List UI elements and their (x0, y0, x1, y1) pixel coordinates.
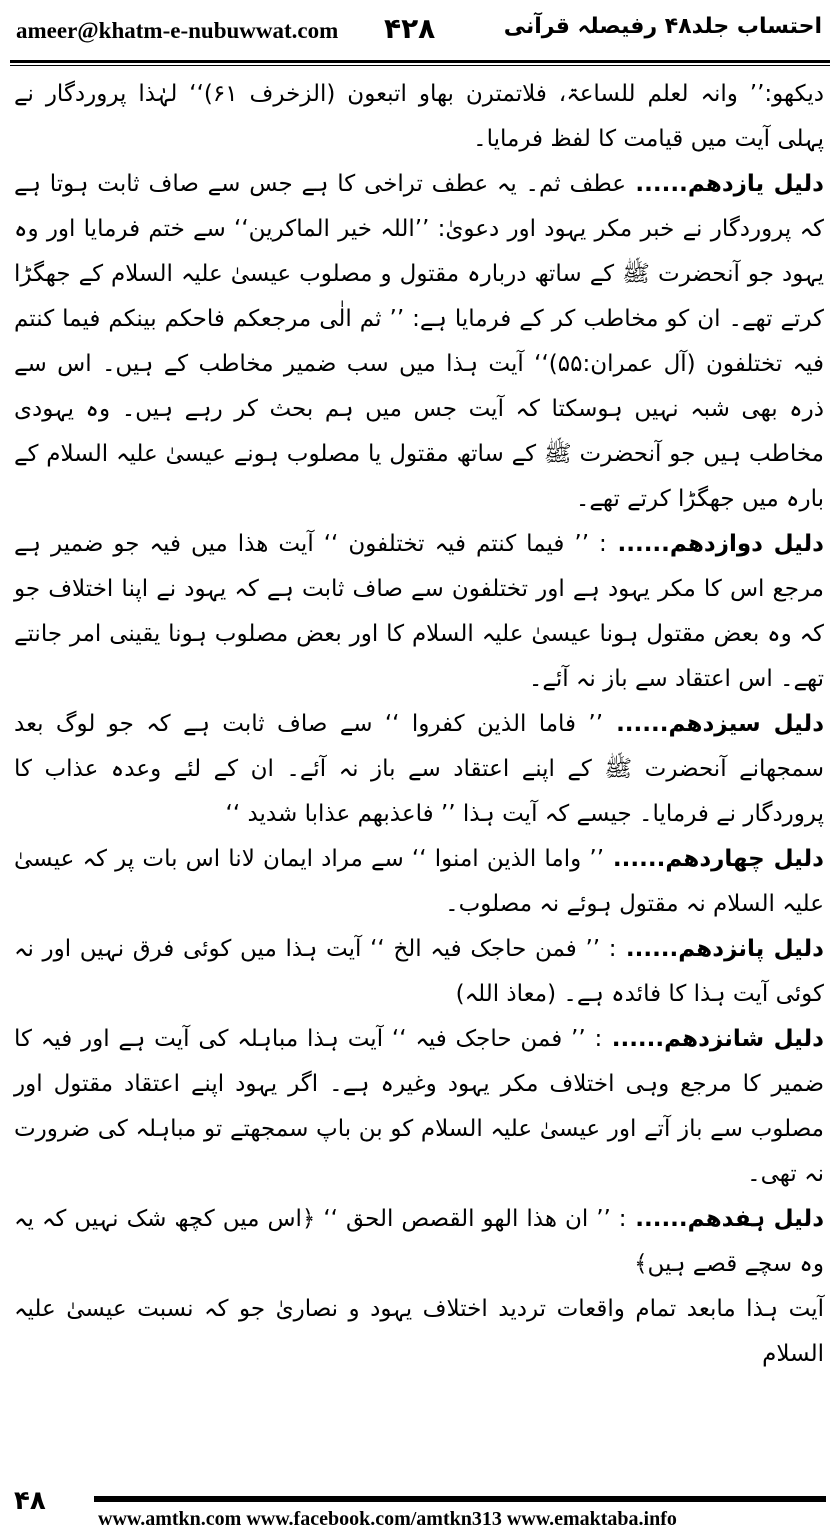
paragraph-text: دیکھو:’’ وانہ لعلم للساعۃ، فلاتمترن بھاو اتبعون (الزخرف ۶۱)‘‘ لہٰذا پروردگار نے پہلی آیت میں قیامت کا لفظ فرمایا۔ (14, 81, 825, 152)
footer-urls: www.amtkn.com www.facebook.com/amtkn313 www.emaktaba.info (98, 1508, 677, 1530)
header-rule-thin (10, 65, 830, 66)
page-footer (0, 1486, 840, 1540)
paragraph-text: آیت ہذا مابعد تمام واقعات تردید اختلاف یہود و نصاریٰ جو کہ نسبت عیسیٰ علیہ السلام (14, 1296, 824, 1367)
paragraph-label: دلیل چھاردھم...... (604, 846, 824, 872)
header-email: ameer@khatm-e-nubuwwat.com (16, 18, 339, 43)
paragraph-text: : ’’ فمن حاجک فیہ ‘‘ آیت ہذا مباہلہ کی آیت ہے اور فیہ کا ضمیر کا مرجع وہی اختلاف مکر یہود وغیرہ ہے۔ اگر یہود اپنے اعتقاد مقتول اور مصلوب سے باز آتے اور عیسیٰ علیہ السلام کو بن باپ سمجھتے تو مباہلہ کی ضرورت نہ تھی۔ (14, 1026, 824, 1187)
paragraph-label: دلیل دوازدھم...... (606, 531, 824, 557)
header-book-title: احتساب جلد۴۸ رفیصلہ قرآنی (503, 14, 822, 39)
paragraph-text: ’’ فاما الذین کفروا ‘‘ سے صاف ثابت ہے کہ جو لوگ بعد سمجھانے آنحضرت ﷺ کے اپنے اعتقاد سے باز نہ آئے۔ ان کے لئے وعدہ عذاب کا پروردگار نے فرمایا۔ جیسے کہ آیت ہذا ’’ فاعذبھم عذابا شدید ‘‘ (14, 711, 824, 827)
paragraph-8 (14, 1197, 824, 1287)
page-body (14, 72, 824, 1472)
paragraph-label: دلیل سیزدھم...... (603, 711, 824, 737)
paragraph-7 (14, 1017, 824, 1197)
paragraph-text: عطف ثم۔ یہ عطف تراخی کا ہے جس سے صاف ثابت ہوتا ہے کہ پروردگار نے خبر مکر یہود اور دعویٰ: ’’اللہ خیر الماکرین‘‘ سے ختم فرمایا اور وہ یہود جو آنحضرت ﷺ کے ساتھ دربارہ مقتول و مصلوب عیسیٰ علیہ السلام کے جھگڑا کرتے تھے۔ ان کو مخاطب کر کے فرمایا ہے: ’’ ثم الٰی مرجعکم فاحکم بینکم فیما کنتم فیہ تختلفون (آل عمران:۵۵)‘‘ آیت ہذا میں سب ضمیر مخاطب کے ہیں۔ اس سے ذرہ بھی شبہ نہیں ہوسکتا کہ آیت جس میں ہم بحث کر رہے ہیں۔ وہ یہودی مخاطب ہیں جو آنحضرت ﷺ کے ساتھ مقتول یا مصلوب ہونے عیسیٰ علیہ السلام کے بارہ میں جھگڑا کرتے تھے۔ (14, 171, 824, 512)
paragraph-label: دلیل شانزدھم...... (602, 1026, 824, 1052)
paragraph-label: دلیل ہفدھم...... (626, 1206, 824, 1232)
paragraph-text: : ’’ ان ھذا الھو القصص الحق ‘‘ ﴿اس میں کچھ شک نہیں کہ یہ وہ سچے قصے ہیں﴾ (14, 1206, 824, 1277)
header-rule (10, 60, 830, 63)
paragraph-2 (14, 162, 824, 522)
paragraph-text: ’’ واما الذین امنوا ‘‘ سے مراد ایمان لانا اس بات پر کہ عیسیٰ علیہ السلام نہ مقتول ہوئے نہ مصلوب۔ (14, 846, 824, 917)
paragraph-9 (14, 1287, 824, 1377)
paragraph-1 (14, 72, 824, 162)
paragraph-label: دلیل پانزدھم...... (616, 936, 824, 962)
paragraph-6 (14, 927, 824, 1017)
paragraph-label: دلیل یازدھم...... (625, 171, 824, 197)
paragraph-5 (14, 837, 824, 927)
footer-rule (94, 1496, 826, 1502)
footer-page-number: ۴۸ (14, 1486, 46, 1516)
paragraph-text: : ’’ فمن حاجک فیہ الخ ‘‘ آیت ہذا میں کوئی فرق نہیں اور نہ کوئی آیت ہذا کا فائدہ ہے۔ (معاذ اللہ) (14, 936, 824, 1007)
header-page-number: ۴۲۸ (384, 12, 436, 45)
paragraph-4 (14, 702, 824, 837)
paragraph-text: : ’’ فیما کنتم فیہ تختلفون ‘‘ آیت ھذا میں فیہ جو ضمیر ہے مرجع اس کا مکر یہود ہے اور تختلفون سے صاف ثابت ہے کہ یہود نے اپنا اختلاف جو کہ وہ بعض مقتول ہونا عیسیٰ علیہ السلام کا اور بعض مصلوب ہونا یقینی امر جانتے تھے۔ اس اعتقاد سے باز نہ آئے۔ (14, 531, 824, 692)
page-header (0, 0, 840, 62)
paragraph-3 (14, 522, 824, 702)
